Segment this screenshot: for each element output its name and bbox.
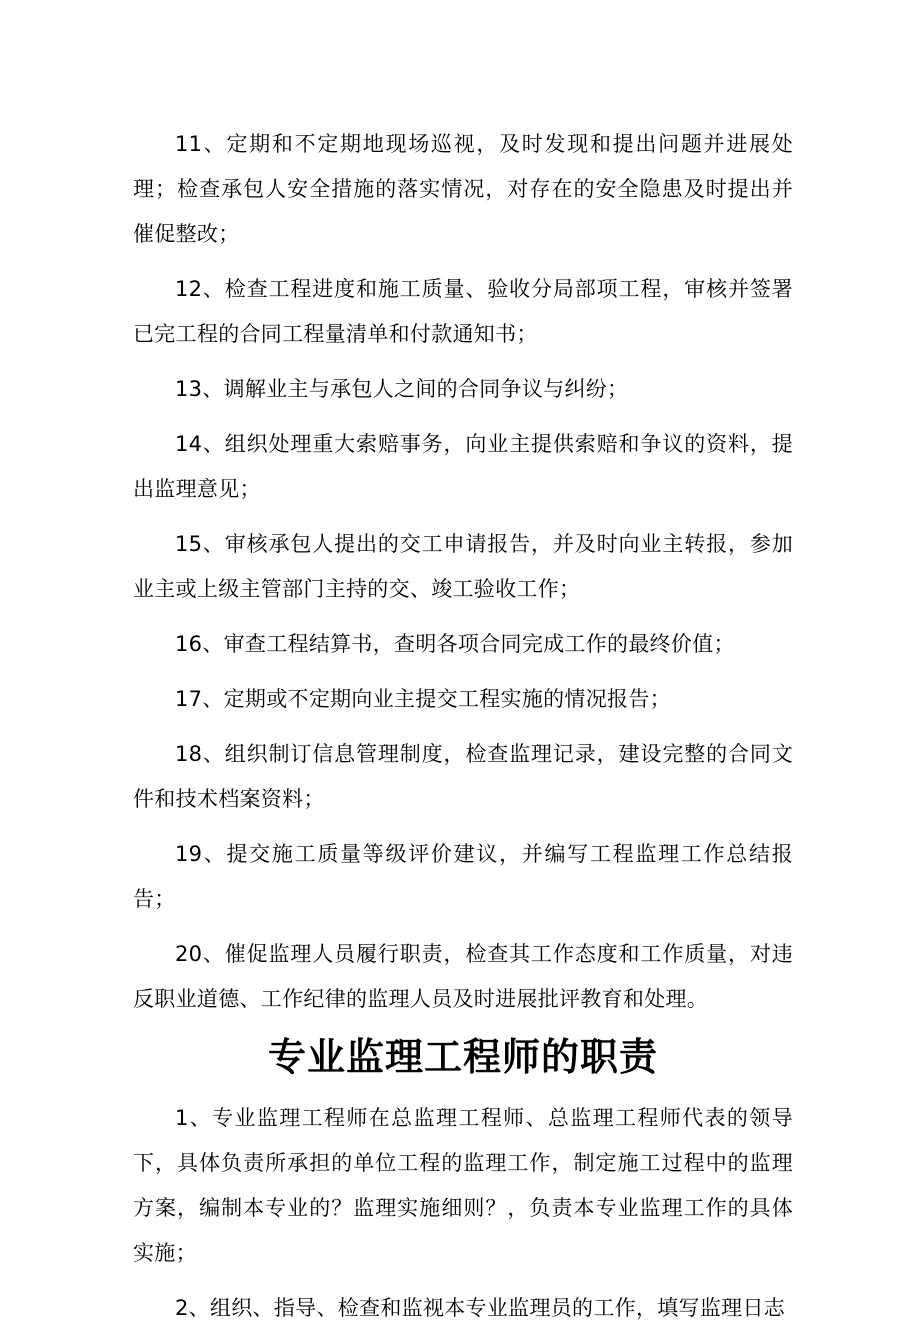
duty-item-13: 13、调解业主与承包人之间的合同争议与纠纷； (175, 377, 629, 401)
section-heading: 专业监理工程师的职责 (267, 1034, 658, 1079)
specialist-duty-item-1: 1、专业监理工程师在总监理工程师、总监理工程师代表的领导下，具体负责所承担的单位工程的监理工作，制定施工过程中的监理方案，编制本专业的？监理实施细则？，负责本专业监理工作的具体实施； (133, 1106, 793, 1265)
duty-item-16: 16、审查工程结算书，查明各项合同完成工作的最终价值； (175, 632, 735, 656)
document-content (133, 122, 793, 1341)
duty-item-12: 12、检查工程进度和施工质量、验收分局部项工程，审核并签署已完工程的合同工程量清单和付款通知书； (133, 277, 793, 346)
duty-item-18: 18、组织制订信息管理制度，检查监理记录，建设完整的合同文件和技术档案资料； (133, 742, 793, 811)
duty-item-15: 15、审核承包人提出的交工申请报告，并及时向业主转报，参加业主或上级主管部门主持的交、竣工验收工作； (133, 532, 793, 601)
duty-item-11: 11、定期和不定期地现场巡视，及时发现和提出问题并进展处理；检查承包人安全措施的落实情况，对存在的安全隐患及时提出并催促整改； (133, 132, 793, 246)
specialist-duty-item-2: 2、组织、指导、检查和监视本专业监理员的工作，填写监理日志 (175, 1296, 786, 1320)
duty-item-20: 20、催促监理人员履行职责，检查其工作态度和工作质量，对违反职业道德、工作纪律的监理人员及时进展批评教育和处理。 (133, 942, 793, 1011)
duty-item-14: 14、组织处理重大索赔事务，向业主提供索赔和争议的资料，提出监理意见； (133, 432, 793, 501)
duty-item-19: 19、提交施工质量等级评价建议，并编写工程监理工作总结报告； (133, 842, 793, 911)
duty-item-17: 17、定期或不定期向业主提交工程实施的情况报告； (175, 687, 671, 711)
